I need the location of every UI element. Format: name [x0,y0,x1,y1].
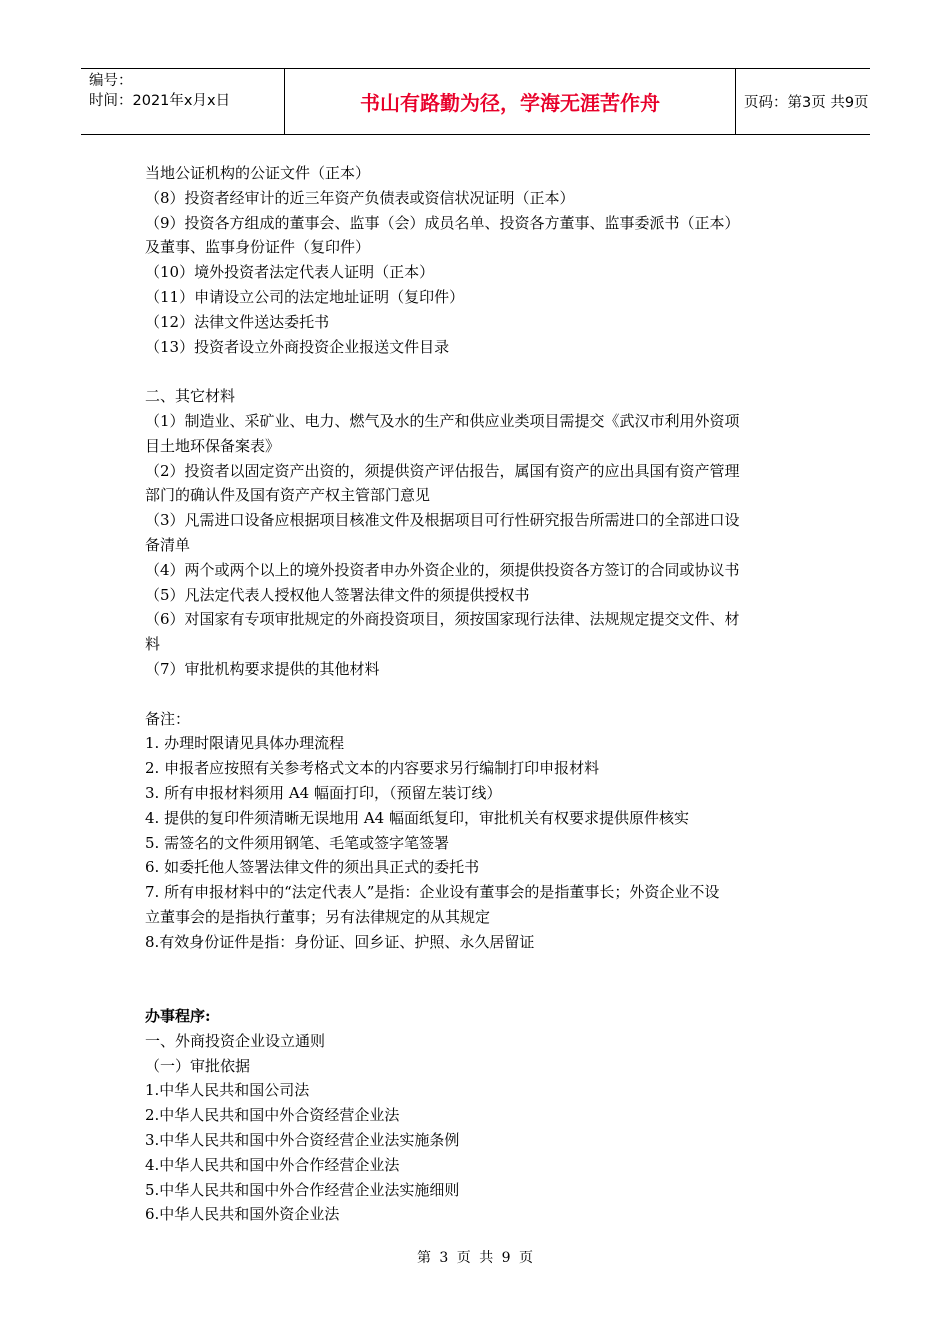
text-line: 3.中华人民共和国中外合资经营企业法实施条例 [145,1131,460,1150]
text-line: 及董事、监事身份证件（复印件） [145,238,371,257]
text-line: （1）制造业、采矿业、电力、燃气及水的生产和供应业类项目需提交《武汉市利用外资项 [145,411,740,430]
text-line: 6.中华人民共和国外资企业法 [145,1205,340,1224]
text-line: （2）投资者以固定资产出资的，须提供资产评估报告，属国有资产的应出具国有资产管理 [145,461,740,480]
text-line: （4）两个或两个以上的境外投资者申办外资企业的，须提供投资各方签订的合同或协议书 [145,560,740,579]
spacer [145,359,813,384]
text-line: （13）投资者设立外商投资企业报送文件目录 [145,337,450,356]
text-line: （8）投资者经审计的近三年资产负债表或资信状况证明（正本） [145,188,575,207]
procedure-heading: 办事程序: [145,1007,211,1026]
text-line: 立董事会的是指执行董事；另有法律规定的从其规定 [145,907,491,926]
text-line: 4. 提供的复印件须清晰无误地用 A4 幅面纸复印，审批机关有权要求提供原件核实 [145,808,689,827]
date-label: 时间：2021年x月x日 [89,93,231,109]
text-line: 1. 办理时限请见具体办理流程 [145,734,345,753]
text-line: 目土地环保备案表》 [145,436,281,455]
text-line: （12）法律文件送达委托书 [145,312,330,331]
header-info-cell [81,69,285,134]
text-line: 5. 需签名的文件须用钢笔、毛笔或签字笔签署 [145,833,450,852]
text-line: （11）申请设立公司的法定地址证明（复印件） [145,287,465,306]
text-line: 8.有效身份证件是指：身份证、回乡证、护照、永久居留证 [145,932,535,951]
document-body [145,161,813,1227]
text-line: 6. 如委托他人签署法律文件的须出具正式的委托书 [145,858,480,877]
header-page-number: 页码：第3页 共9页 [744,95,869,111]
text-line: 4.中华人民共和国中外合作经营企业法 [145,1155,400,1174]
text-line: 当地公证机构的公证文件（正本） [145,164,371,182]
text-line: 料 [145,635,161,654]
spacer [145,682,813,707]
spacer [145,979,813,1004]
text-line: 备清单 [145,535,191,554]
notes-heading: 备注： [145,709,191,728]
text-line: 7. 所有申报材料中的“法定代表人”是指：企业设有董事会的是指董事长；外资企业不设 [145,883,720,902]
text-line: 3. 所有申报材料须用 A4 幅面打印，（预留左装订线） [145,783,502,802]
text-line: 5.中华人民共和国中外合作经营企业法实施细则 [145,1180,460,1199]
text-line: （7）审批机构要求提供的其他材料 [145,659,380,678]
spacer [145,955,813,980]
header-motto: 书山有路勤为径，学海无涯苦作舟 [285,69,736,134]
section-heading: 二、其它材料 [145,387,236,406]
text-line: （一）审批依据 [145,1056,251,1075]
text-line: 部门的确认件及国有资产产权主管部门意见 [145,486,431,505]
page-header [81,68,870,135]
text-line: （3）凡需进口设备应根据项目核准文件及根据项目可行性研究报告所需进口的全部进口设 [145,511,740,530]
text-line: （10）境外投资者法定代表人证明（正本） [145,263,435,282]
serial-label: 编号： [89,73,133,89]
text-line: （9）投资各方组成的董事会、监事（会）成员名单、投资各方董事、监事委派书（正本） [145,213,740,232]
text-line: （6）对国家有专项审批规定的外商投资项目，须按国家现行法律、法规规定提交文件、材 [145,610,740,629]
page-footer: 第 3 页 共 9 页 [416,1250,534,1266]
text-line: 一、外商投资企业设立通则 [145,1031,326,1050]
text-line: 2. 申报者应按照有关参考格式文本的内容要求另行编制打印申报材料 [145,759,600,778]
text-line: 2.中华人民共和国中外合资经营企业法 [145,1106,400,1125]
text-line: 1.中华人民共和国公司法 [145,1081,310,1100]
text-line: （5）凡法定代表人授权他人签署法律文件的须提供授权书 [145,585,530,604]
